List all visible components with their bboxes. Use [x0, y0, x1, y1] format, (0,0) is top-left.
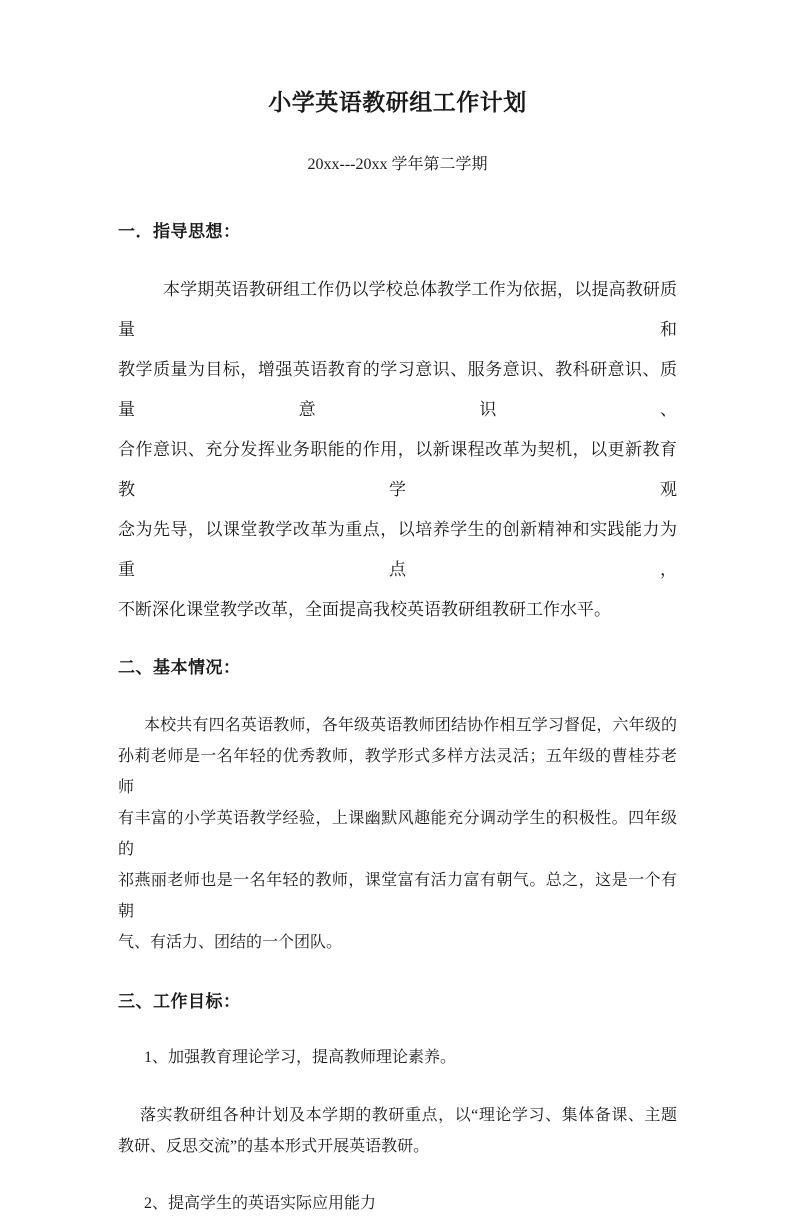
section-basic-situation [118, 656, 677, 958]
paragraph-line: 祁燕丽老师也是一名年轻的教师，课堂富有活力富有朝气。总之，这是一个有朝 [118, 872, 677, 920]
paragraph-line: 念为先导，以课堂教学改革为重点，以培养学生的创新精神和实践能力为重点， [118, 520, 677, 579]
paragraph-line: 不断深化课堂教学改革，全面提高我校英语教研组教研工作水平。 [118, 600, 611, 619]
list-item: 1、加强教育理论学习，提高教师理论素养。 [144, 1049, 457, 1066]
paragraph-line: 教学质量为目标，增强英语教育的学习意识、服务意识、教科研意识、质量意识、 [118, 360, 677, 419]
section-heading: 三、工作目标： [118, 992, 241, 1011]
paragraph-line: 气、有活力、团结的一个团队。 [118, 934, 343, 951]
paragraph [118, 710, 677, 958]
paragraph-line: 孙莉老师是一名年轻的优秀教师，教学形式多样方法灵活；五年级的曹桂芬老师 [118, 748, 677, 796]
paragraph-line: 教研、反思交流”的基本形式开展英语教研。 [118, 1138, 430, 1155]
list-item: 2、提高学生的英语实际应用能力 [144, 1195, 377, 1212]
paragraph-line: 合作意识、充分发挥业务职能的作用，以新课程改革为契机，以更新教育教学观 [118, 440, 677, 499]
section-heading: 二、基本情况： [118, 658, 241, 677]
paragraph-line: 落实教研组各种计划及本学期的教研重点，以“理论学习、集体备课、主题 [140, 1107, 677, 1124]
paragraph [118, 270, 677, 630]
paragraph-line: 本校共有四名英语教师，各年级英语教师团结协作相互学习督促，六年级的 [144, 717, 677, 734]
section-guiding-ideology [118, 220, 677, 630]
paragraph-line: 有丰富的小学英语教学经验，上课幽默风趣能充分调动学生的积极性。四年级的 [118, 810, 677, 858]
paragraph-line: 本学期英语教研组工作仍以学校总体教学工作为依据，以提高教研质量和 [118, 280, 677, 339]
section-work-goals [118, 990, 677, 1216]
document-title: 小学英语教研组工作计划 [268, 90, 527, 115]
document-subtitle: 20xx---20xx 学年第二学期 [307, 156, 488, 173]
section-heading: 一．指导思想： [118, 222, 241, 241]
paragraph [118, 1100, 677, 1162]
